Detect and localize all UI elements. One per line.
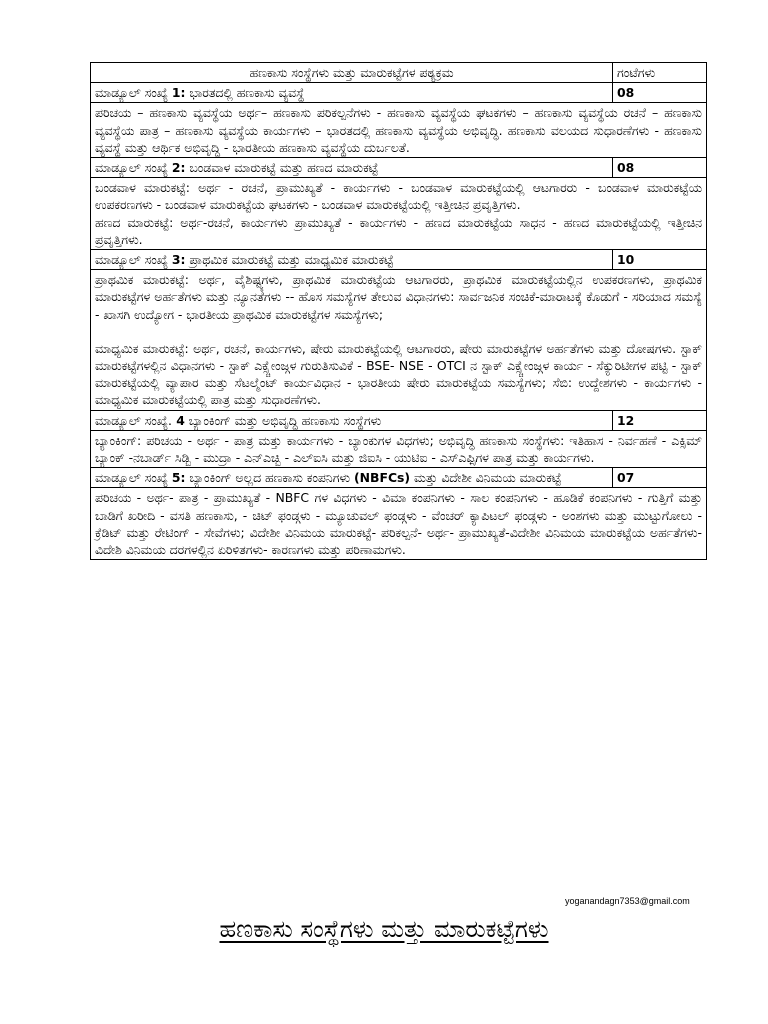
module-4-hours: 12 (613, 410, 707, 430)
module-prefix: ಮಾಡ್ಯೂಲ್ ಸಂಖ್ಯೆ (95, 252, 168, 268)
module-4-title (91, 410, 613, 430)
module-3-paragraph-primary-market: ಪ್ರಾಥಮಿಕ ಮಾರುಕಟ್ಟೆ: ಅರ್ಥ, ವೈಶಿಷ್ಟ್ಯಗಳು, ಪ್ರಾಥಮಿಕ ಮಾರುಕಟ್ಟೆಯ ಆಟಗಾರರು, ಪ್ರಾಥಮಿಕ ಮಾರುಕಟ್ಟೆಯಲ್ಲಿನ ಉಪಕರಣಗಳು, ಪ್ರಾಥಮಿಕ ಮಾರುಕಟ್ಟೆಗಳ ಅರ್ಹತೆಗಳು ಮತ್ತು ನ್ಯೂನತೆಗಳು -- ಹೊಸ ಸಮಸ್ಯೆಗಳ ತೇಲುವ ವಿಧಾನಗಳು: ಸಾರ್ವಜನಿಕ ಸಂಚಿಕೆ-ಮಾರಾಟಕ್ಕೆ ಕೊಡುಗೆ - ಸರಿಯಾದ ಸಮಸ್ಯೆ - ಖಾಸಗಿ ಉದ್ಯೋಗ - ಭಾರತೀಯ ಪ್ರಾಥಮಿಕ ಮಾರುಕಟ್ಟೆಗಳ ಸಮಸ್ಯೆಗಳು; (95, 272, 702, 322)
module-2-title (91, 158, 613, 178)
module-name: ಬ್ಯಾಂಕಿಂಗ್ ಮತ್ತು ಅಭಿವೃದ್ಧಿ ಹಣಕಾಸು ಸಂಸ್ಥೆಗಳು (184, 412, 382, 428)
module-name: ಬಂಡವಾಳ ಮಾರುಕಟ್ಟೆ ಮತ್ತು ಹಣದ ಮಾರುಕಟ್ಟೆ (185, 160, 379, 176)
module-5-content-row (91, 488, 707, 560)
module-number: 2: (171, 160, 186, 176)
module-2-content-row (91, 178, 707, 250)
module-3-content (91, 270, 707, 410)
module-5-paragraph: ಪರಿಚಯ - ಅರ್ಥ- ಪಾತ್ರ - ಪ್ರಾಮುಖ್ಯತೆ - NBFC ಗಳ ವಿಧಗಳು - ವಿಮಾ ಕಂಪನಿಗಳು - ಸಾಲ ಕಂಪನಿಗಳು - ಹೂಡಿಕೆ ಕಂಪನಿಗಳು - ಗುತ್ತಿಗೆ ಮತ್ತು ಬಾಡಿಗೆ ಖರೀದಿ - ವಸತಿ ಹಣಕಾಸು, - ಚಿಟ್ ಫಂಡ್ಗಳು - ಮ್ಯೂಚುವಲ್ ಫಂಡ್ಗಳು - ವೆಂಚರ್ ಕ್ಯಾಪಿಟಲ್ ಫಂಡ್ಗಳು - ಅಂಶಗಳು ಮತ್ತು ಮುಟ್ಟುಗೋಲು - ಕ್ರೆಡಿಟ್ ಮತ್ತು ರೇಟಿಂಗ್ - ಸೇವೆಗಳು; ವಿದೇಶೀ ವಿನಿಮಯ ಮಾರುಕಟ್ಟೆ- ಪರಿಕಲ್ಪನೆ- ಅರ್ಥ- ಪ್ರಾಮುಖ್ಯತೆ-ವಿದೇಶೀ ವಿನಿಮಯ ಮಾರುಕಟ್ಟೆಯ ಅರ್ಹತೆಗಳು- ವಿದೇಶಿ ವಿನಿಮಯ ದರಗಳಲ್ಲಿನ ಏರಿಳಿತಗಳು- ಕಾರಣಗಳು ಮತ್ತು ಪರಿಣಾಮಗಳು. (95, 490, 702, 558)
author-email: yoganandagn7353@gmail.com (565, 896, 690, 906)
document-title: ಹಣಕಾಸು ಸಂಸ್ಥೆಗಳು ಮತ್ತು ಮಾರುಕಟ್ಟೆಗಳು (219, 915, 549, 943)
module-3-title (91, 250, 613, 270)
module-3-paragraph-spacer (95, 323, 702, 340)
module-2-paragraph-capital-market: ಬಂಡವಾಳ ಮಾರುಕಟ್ಟೆ: ಅರ್ಥ - ರಚನೆ, ಪ್ರಾಮುಖ್ಯತೆ - ಕಾರ್ಯಗಳು - ಬಂಡವಾಳ ಮಾರುಕಟ್ಟೆಯಲ್ಲಿ ಆಟಗಾರರು - ಬಂಡವಾಳ ಮಾರುಕಟ್ಟೆಯ ಉಪಕರಣಗಳು - ಬಂಡವಾಳ ಮಾರುಕಟ್ಟೆಯ ಘಟಕಗಳು - ಬಂಡವಾಳ ಮಾರುಕಟ್ಟೆಯಲ್ಲಿ ಇತ್ತೀಚಿನ ಪ್ರವೃತ್ತಿಗಳು. (95, 180, 702, 213)
module-2-content (91, 178, 707, 250)
module-3-hours: 10 (613, 250, 707, 270)
module-5-heading-row (91, 468, 707, 488)
hours-column-label: ಗಂಟೆಗಳು (613, 63, 707, 83)
module-5-title (91, 468, 613, 488)
module-1-content-row (91, 103, 707, 158)
module-4-content (91, 430, 707, 467)
module-1-title (91, 83, 613, 103)
syllabus-table (90, 62, 707, 560)
module-4-heading-row (91, 410, 707, 430)
module-prefix: ಮಾಡ್ಯೂಲ್ ಸಂಖ್ಯೆ (95, 160, 168, 176)
module-number: 3: (171, 252, 186, 268)
module-name: ಪ್ರಾಥಮಿಕ ಮಾರುಕಟ್ಟೆ ಮತ್ತು ಮಾಧ್ಯಮಿಕ ಮಾರುಕಟ್ಟೆ (185, 252, 394, 268)
module-prefix: ಮಾಡ್ಯೂಲ್ ಸಂಖ್ಯೆ (95, 85, 168, 101)
module-2-hours: 08 (613, 158, 707, 178)
module-3-paragraph-secondary-market: ಮಾಧ್ಯಮಿಕ ಮಾರುಕಟ್ಟೆ: ಅರ್ಥ, ರಚನೆ, ಕಾರ್ಯಗಳು, ಷೇರು ಮಾರುಕಟ್ಟೆಯಲ್ಲಿ ಆಟಗಾರರು, ಷೇರು ಮಾರುಕಟ್ಟೆಗಳ ಅರ್ಹತೆಗಳು ಮತ್ತು ದೋಷಗಳು. ಸ್ಟಾಕ್ ಮಾರುಕಟ್ಟೆಗಳಲ್ಲಿನ ವಿಧಾನಗಳು - ಸ್ಟಾಕ್ ಎಕ್ಸ್ಚೇಂಜ್ಗಳ ಗುರುತಿಸುವಿಕೆ - BSE- NSE - OTCI ನ ಸ್ಟಾಕ್ ಎಕ್ಸ್ಚೇಂಜ್ಗಳ ಕಾರ್ಯ - ಸೆಕ್ಯುರಿಟೀಗಳ ಪಟ್ಟಿ - ಸ್ಟಾಕ್ ಮಾರುಕಟ್ಟೆಯಲ್ಲಿ ವ್ಯಾಪಾರ ಮತ್ತು ಸೆಟಲ್ಮೆಂಟ್ ಕಾರ್ಯವಿಧಾನ - ಭಾರತೀಯ ಷೇರು ಮಾರುಕಟ್ಟೆಯ ಸಮಸ್ಯೆಗಳು; ಸೆಬಿ: ಉದ್ದೇಶಗಳು - ಕಾರ್ಯಗಳು - ಮಾಧ್ಯಮಿಕ ಮಾರುಕಟ್ಟೆಯಲ್ಲಿ ಪಾತ್ರ ಮತ್ತು ಸುಧಾರಣೆಗಳು. (95, 340, 702, 408)
module-3-content-row (91, 270, 707, 410)
module-1-paragraph: ಪರಿಚಯ – ಹಣಕಾಸು ವ್ಯವಸ್ಥೆಯ ಅರ್ಥ– ಹಣಕಾಸು ಪರಿಕಲ್ಪನೆಗಳು - ಹಣಕಾಸು ವ್ಯವಸ್ಥೆಯ ಘಟಕಗಳು – ಹಣಕಾಸು ವ್ಯವಸ್ಥೆಯ ರಚನೆ – ಹಣಕಾಸು ವ್ಯವಸ್ಥೆಯ ಪಾತ್ರ – ಹಣಕಾಸು ವ್ಯವಸ್ಥೆಯ ಕಾರ್ಯಗಳು – ಭಾರತದಲ್ಲಿ ಹಣಕಾಸು ವ್ಯವಸ್ಥೆಯ ಅಭಿವೃದ್ಧಿ. ಹಣಕಾಸು ವಲಯದ ಸುಧಾರಣೆಗಳು - ಹಣಕಾಸು ವ್ಯವಸ್ಥೆ ಮತ್ತು ಆರ್ಥಿಕ ಅಭಿವೃದ್ಧಿ - ಭಾರತೀಯ ಹಣಕಾಸು ವ್ಯವಸ್ಥೆಯ ದುರ್ಬಲತೆ. (95, 105, 702, 155)
module-prefix: ಮಾಡ್ಯೂಲ್ ಸಂಖ್ಯೆ (95, 470, 168, 486)
module-name: ಬ್ಯಾಂಕಿಂಗ್ ಅಲ್ಲದ ಹಣಕಾಸು ಕಂಪನಿಗಳು (185, 470, 355, 486)
module-name-abbreviation: (NBFCs) (354, 470, 411, 486)
module-4-paragraph: ಬ್ಯಾಂಕಿಂಗ್: ಪರಿಚಯ - ಅರ್ಥ - ಪಾತ್ರ ಮತ್ತು ಕಾರ್ಯಗಳು - ಬ್ಯಾಂಕುಗಳ ವಿಧಗಳು; ಅಭಿವೃದ್ಧಿ ಹಣಕಾಸು ಸಂಸ್ಥೆಗಳು: ಇತಿಹಾಸ - ನಿರ್ವಹಣೆ - ಎಕ್ಸಿಮ್ ಬ್ಯಾಂಕ್ -ನಬಾರ್ಡ್ ಸಿಡ್ಬಿ - ಮುದ್ರಾ - ಎನ್ಎಚ್ಬಿ - ಎಲ್ಐಸಿ ಮತ್ತು ಜಿಐಸಿ - ಯುಟಿಐ - ಎಸ್ಎಫ್ಸಿಗಳ ಪಾತ್ರ ಮತ್ತು ಕಾರ್ಯಗಳು. (95, 432, 702, 466)
module-1-content (91, 103, 707, 158)
module-2-heading-row (91, 158, 707, 178)
module-3-heading-row (91, 250, 707, 270)
module-number: 1: (171, 85, 186, 101)
syllabus-title: ಹಣಕಾಸು ಸಂಸ್ಥೆಗಳು ಮತ್ತು ಮಾರುಕಟ್ಟೆಗಳ ಪಠ್ಯಕ್ರಮ (91, 63, 613, 83)
module-name-tail: ಮತ್ತು ವಿದೇಶೀ ವಿನಿಮಯ ಮಾರುಕಟ್ಟೆ (410, 470, 562, 486)
module-number: 4 (171, 412, 185, 428)
module-2-paragraph-money-market: ಹಣದ ಮಾರುಕಟ್ಟೆ: ಅರ್ಥ-ರಚನೆ, ಕಾರ್ಯಗಳು ಪ್ರಾಮುಖ್ಯತೆ - ಕಾರ್ಯಗಳು - ಹಣದ ಮಾರುಕಟ್ಟೆಯ ಸಾಧನ - ಹಣದ ಮಾರುಕಟ್ಟೆಯಲ್ಲಿ ಇತ್ತೀಚಿನ ಪ್ರವೃತ್ತಿಗಳು. (95, 214, 702, 247)
module-1-heading-row (91, 83, 707, 103)
module-name: ಭಾರತದಲ್ಲಿ ಹಣಕಾಸು ವ್ಯವಸ್ಥೆ (185, 85, 305, 101)
module-1-hours: 08 (613, 83, 707, 103)
module-4-content-row (91, 430, 707, 467)
module-5-content (91, 488, 707, 560)
table-header-row (91, 63, 707, 83)
module-number: 5: (171, 470, 186, 486)
module-prefix: ಮಾಡ್ಯೂಲ್ ಸಂಖ್ಯೆ. (95, 412, 172, 428)
module-5-hours: 07 (613, 468, 707, 488)
